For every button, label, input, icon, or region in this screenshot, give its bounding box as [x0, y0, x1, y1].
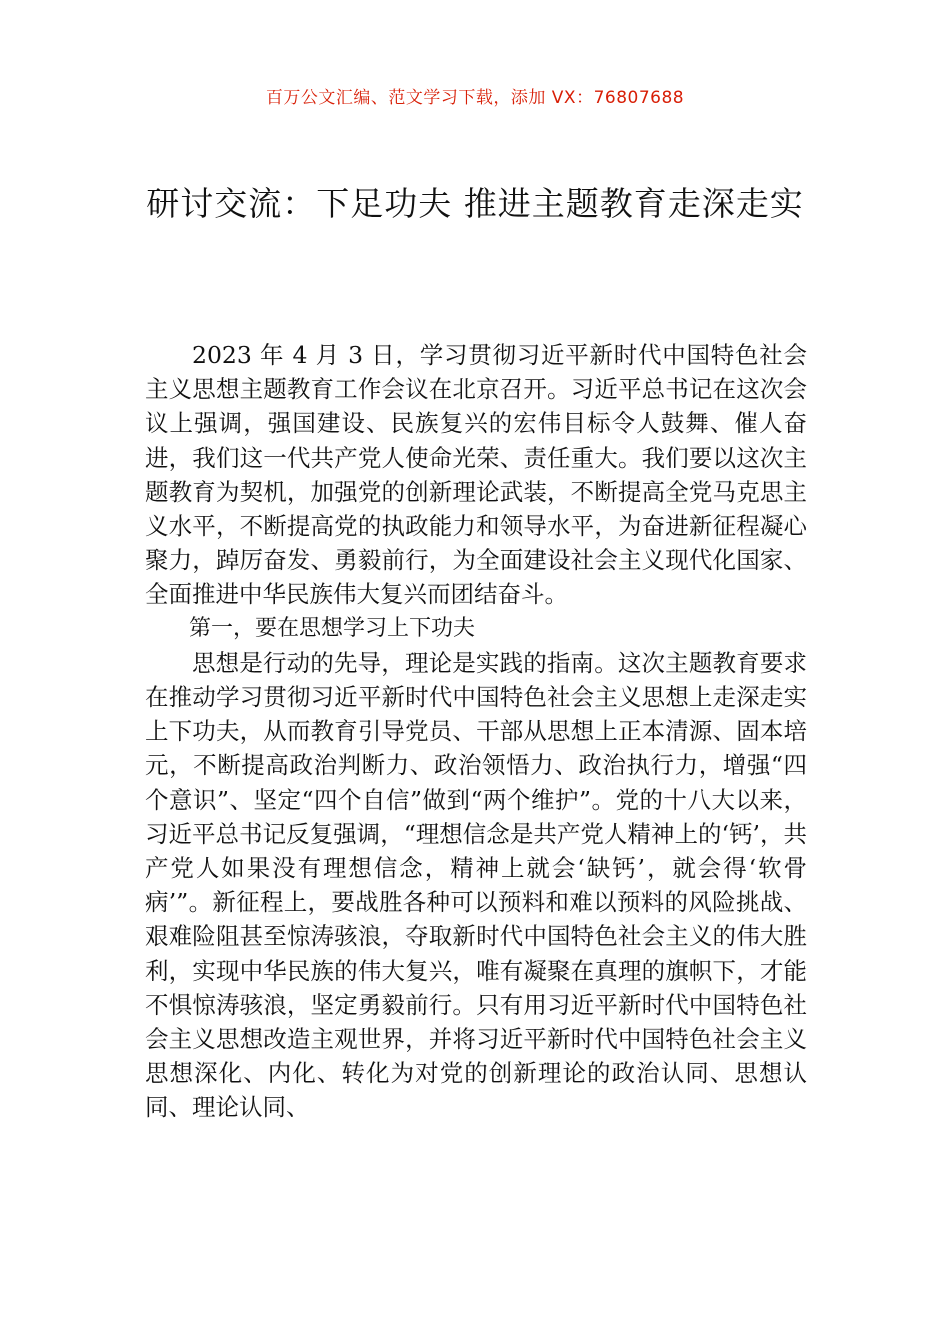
header-promo-note: 百万公文汇编、范文学习下载，添加 VX：76807688	[265, 88, 685, 108]
paragraph-first-section: 思想是行动的先导，理论是实践的指南。这次主题教育要求在推动学习贯彻习近平新时代中国特色社会主义思想上走深走实上下功夫，从而教育引导党员、干部从思想上正本清源、固本培元，不断提高政治判断力、政治领悟力、政治执行力，增强“四个意识”、坚定“四个自信”做到“两个维护”。党的十八大以来，习近平总书记反复强调，“理想信念是共产党人精神上的‘钙’，共产党人如果没有理想信念，精神上就会‘缺钙’，就会得‘软骨病’”。新征程上，要战胜各种可以预料和难以预料的风险挑战、艰难险阻甚至惊涛骇浪，夺取新时代中国特色社会主义的伟大胜利，实现中华民族的伟大复兴，唯有凝聚在真理的旗帜下，才能不惧惊涛骇浪，坚定勇毅前行。只有用习近平新时代中国特色社会主义思想改造主观世界，并将习近平新时代中国特色社会主义思想深化、内化、转化为对党的创新理论的政治认同、思想认同、理论认同、	[145, 648, 807, 1122]
document-title: 研讨交流：下足功夫 推进主题教育走深走实	[146, 184, 804, 223]
section-heading-first: 第一，要在思想学习上下功夫	[189, 615, 476, 641]
document-body	[145, 338, 807, 1125]
paragraph-intro: 2023 年 4 月 3 日，学习贯彻习近平新时代中国特色社会主义思想主题教育工作会议在北京召开。习近平总书记在这次会议上强调，强国建设、民族复兴的宏伟目标令人鼓舞、催人奋进，我们这一代共产党人使命光荣、责任重大。我们要以这次主题教育为契机，加强党的创新理论武装，不断提高全党马克思主义水平，不断提高党的执政能力和领导水平，为奋进新征程凝心聚力，踔厉奋发、勇毅前行，为全面建设社会主义现代化国家、全面推进中华民族伟大复兴而团结奋斗。	[145, 341, 807, 609]
